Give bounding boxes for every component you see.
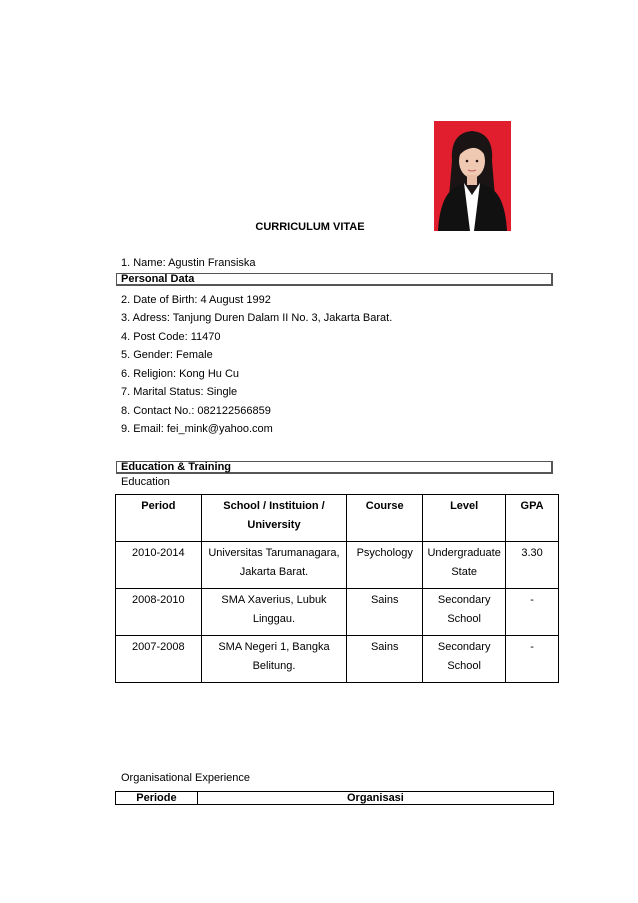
header-organisasi: Organisasi <box>197 792 553 805</box>
personal-item: 8. Contact No.: 082122566859 <box>121 405 271 417</box>
profile-photo <box>434 121 511 231</box>
portrait-image <box>434 121 511 231</box>
cell-course: Psychology <box>347 542 423 589</box>
education-label: Education <box>121 476 170 488</box>
cell-period: 2007-2008 <box>116 636 202 683</box>
table-header-row <box>116 495 559 542</box>
personal-item: 5. Gender: Female <box>121 349 213 361</box>
cell-gpa: - <box>506 636 559 683</box>
header-period: Period <box>116 495 202 542</box>
cell-school: Universitas Tarumanagara, Jakarta Barat. <box>201 542 347 589</box>
cell-school: SMA Xaverius, Lubuk Linggau. <box>201 589 347 636</box>
header-gpa: GPA <box>506 495 559 542</box>
table-row <box>116 542 559 589</box>
cell-gpa: - <box>506 589 559 636</box>
cell-gpa: 3.30 <box>506 542 559 589</box>
name-line: 1. Name: Agustin Fransiska <box>121 257 256 269</box>
personal-data-heading: Personal Data <box>116 273 553 286</box>
cell-school: SMA Negeri 1, Bangka Belitung. <box>201 636 347 683</box>
personal-item: 6. Religion: Kong Hu Cu <box>121 368 240 380</box>
cell-period: 2010-2014 <box>116 542 202 589</box>
personal-item: 3. Adress: Tanjung Duren Dalam II No. 3, Jakarta Barat. <box>121 312 393 324</box>
cell-level: Secondary School <box>423 589 506 636</box>
personal-item: 9. Email: fei_mink@yahoo.com <box>121 423 273 435</box>
organisation-table <box>115 791 554 805</box>
table-header-row <box>116 792 554 805</box>
cell-course: Sains <box>347 589 423 636</box>
cell-period: 2008-2010 <box>116 589 202 636</box>
header-school: School / Instituion / University <box>201 495 347 542</box>
personal-item: 7. Marital Status: Single <box>121 386 238 398</box>
cell-level: Undergraduate State <box>423 542 506 589</box>
header-level: Level <box>423 495 506 542</box>
cell-course: Sains <box>347 636 423 683</box>
table-row <box>116 589 559 636</box>
org-experience-label: Organisational Experience <box>121 772 251 784</box>
personal-item: 4. Post Code: 11470 <box>121 331 221 343</box>
cell-level: Secondary School <box>423 636 506 683</box>
document-title: CURRICULUM VITAE <box>255 221 365 233</box>
table-row <box>116 636 559 683</box>
header-periode: Periode <box>116 792 198 805</box>
education-training-heading: Education & Training <box>116 461 553 474</box>
education-table <box>115 494 559 683</box>
personal-item: 2. Date of Birth: 4 August 1992 <box>121 294 271 306</box>
header-course: Course <box>347 495 423 542</box>
